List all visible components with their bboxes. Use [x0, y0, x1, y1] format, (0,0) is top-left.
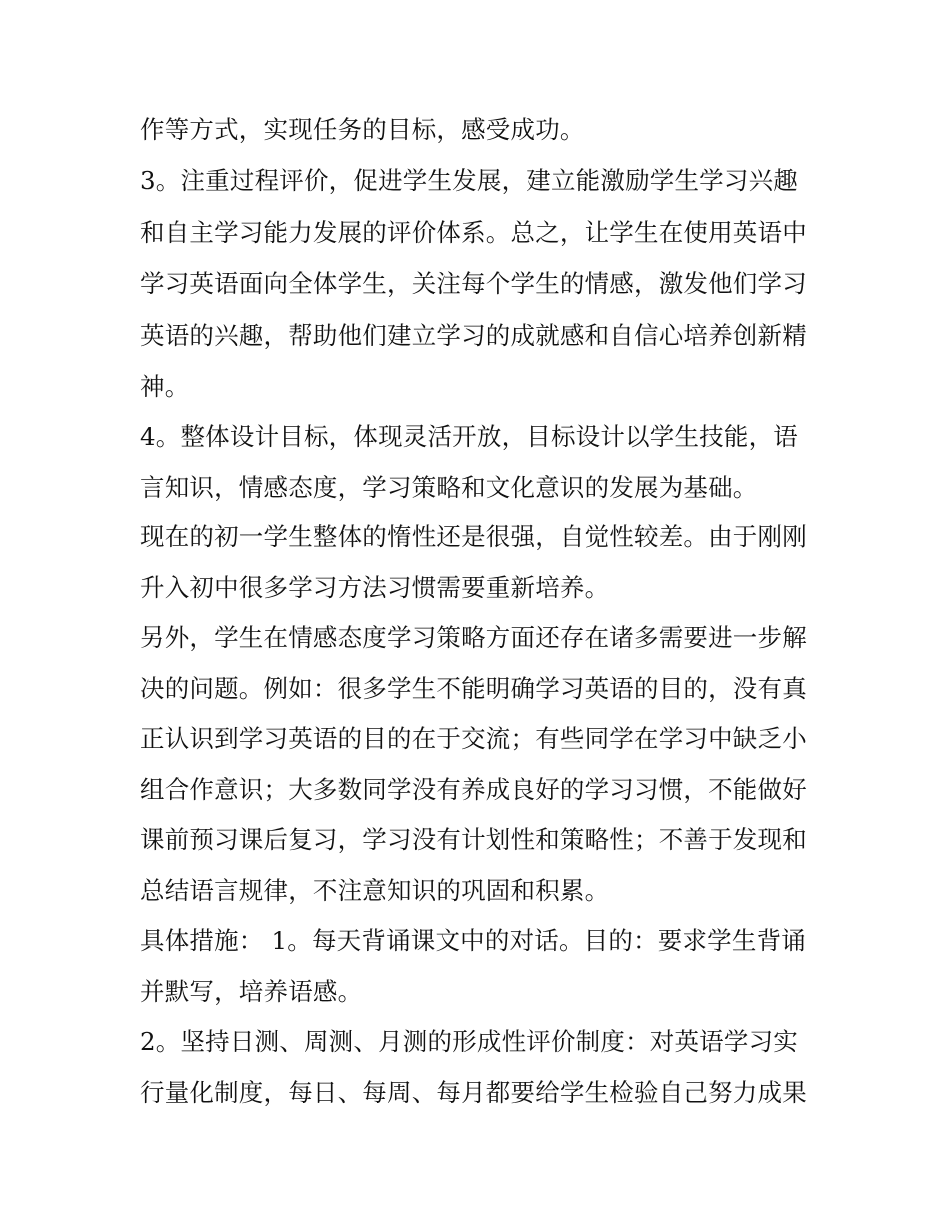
text-line: 作等方式，实现任务的目标，感受成功。	[140, 115, 585, 144]
text-line: 2。坚持日测、周测、月测的形成性评价制度：对英语学习实	[140, 1027, 798, 1056]
text-line: 具体措施： 1。每天背诵课文中的对话。目的：要求学生背诵	[140, 926, 806, 955]
text-line: 正认识到学习英语的目的在于交流；有些同学在学习中缺乏小	[140, 724, 807, 753]
text-line: 言知识，情感态度，学习策略和文化意识的发展为基础。	[140, 473, 758, 502]
text-line: 神。	[140, 372, 190, 401]
text-line: 和自主学习能力发展的评价体系。总之，让学生在使用英语中	[140, 218, 807, 247]
text-line: 3。注重过程评价，促进学生发展，建立能激励学生学习兴趣	[140, 166, 798, 195]
text-line: 学习英语面向全体学生，关注每个学生的情感，激发他们学习	[140, 269, 807, 298]
text-line: 组合作意识；大多数同学没有养成良好的学习习惯，不能做好	[140, 775, 807, 804]
text-line: 另外，学生在情感态度学习策略方面还存在诸多需要进一步解	[140, 623, 807, 652]
text-line: 课前预习课后复习，学习没有计划性和策略性；不善于发现和	[140, 825, 807, 854]
text-line: 现在的初一学生整体的惰性还是很强，自觉性较差。由于刚刚	[140, 522, 807, 551]
text-line: 总结语言规律，不注意知识的巩固和积累。	[140, 876, 610, 905]
text-line: 4。整体设计目标，体现灵活开放，目标设计以学生技能，语	[140, 422, 798, 451]
text-line: 升入初中很多学习方法习惯需要重新培养。	[140, 573, 610, 602]
text-line: 决的问题。例如：很多学生不能明确学习英语的目的，没有真	[140, 674, 807, 703]
text-line: 英语的兴趣，帮助他们建立学习的成就感和自信心培养创新精	[140, 321, 807, 350]
text-line: 行量化制度，每日、每周、每月都要给学生检验自己努力成果	[140, 1078, 807, 1107]
text-line: 并默写，培养语感。	[140, 977, 363, 1006]
